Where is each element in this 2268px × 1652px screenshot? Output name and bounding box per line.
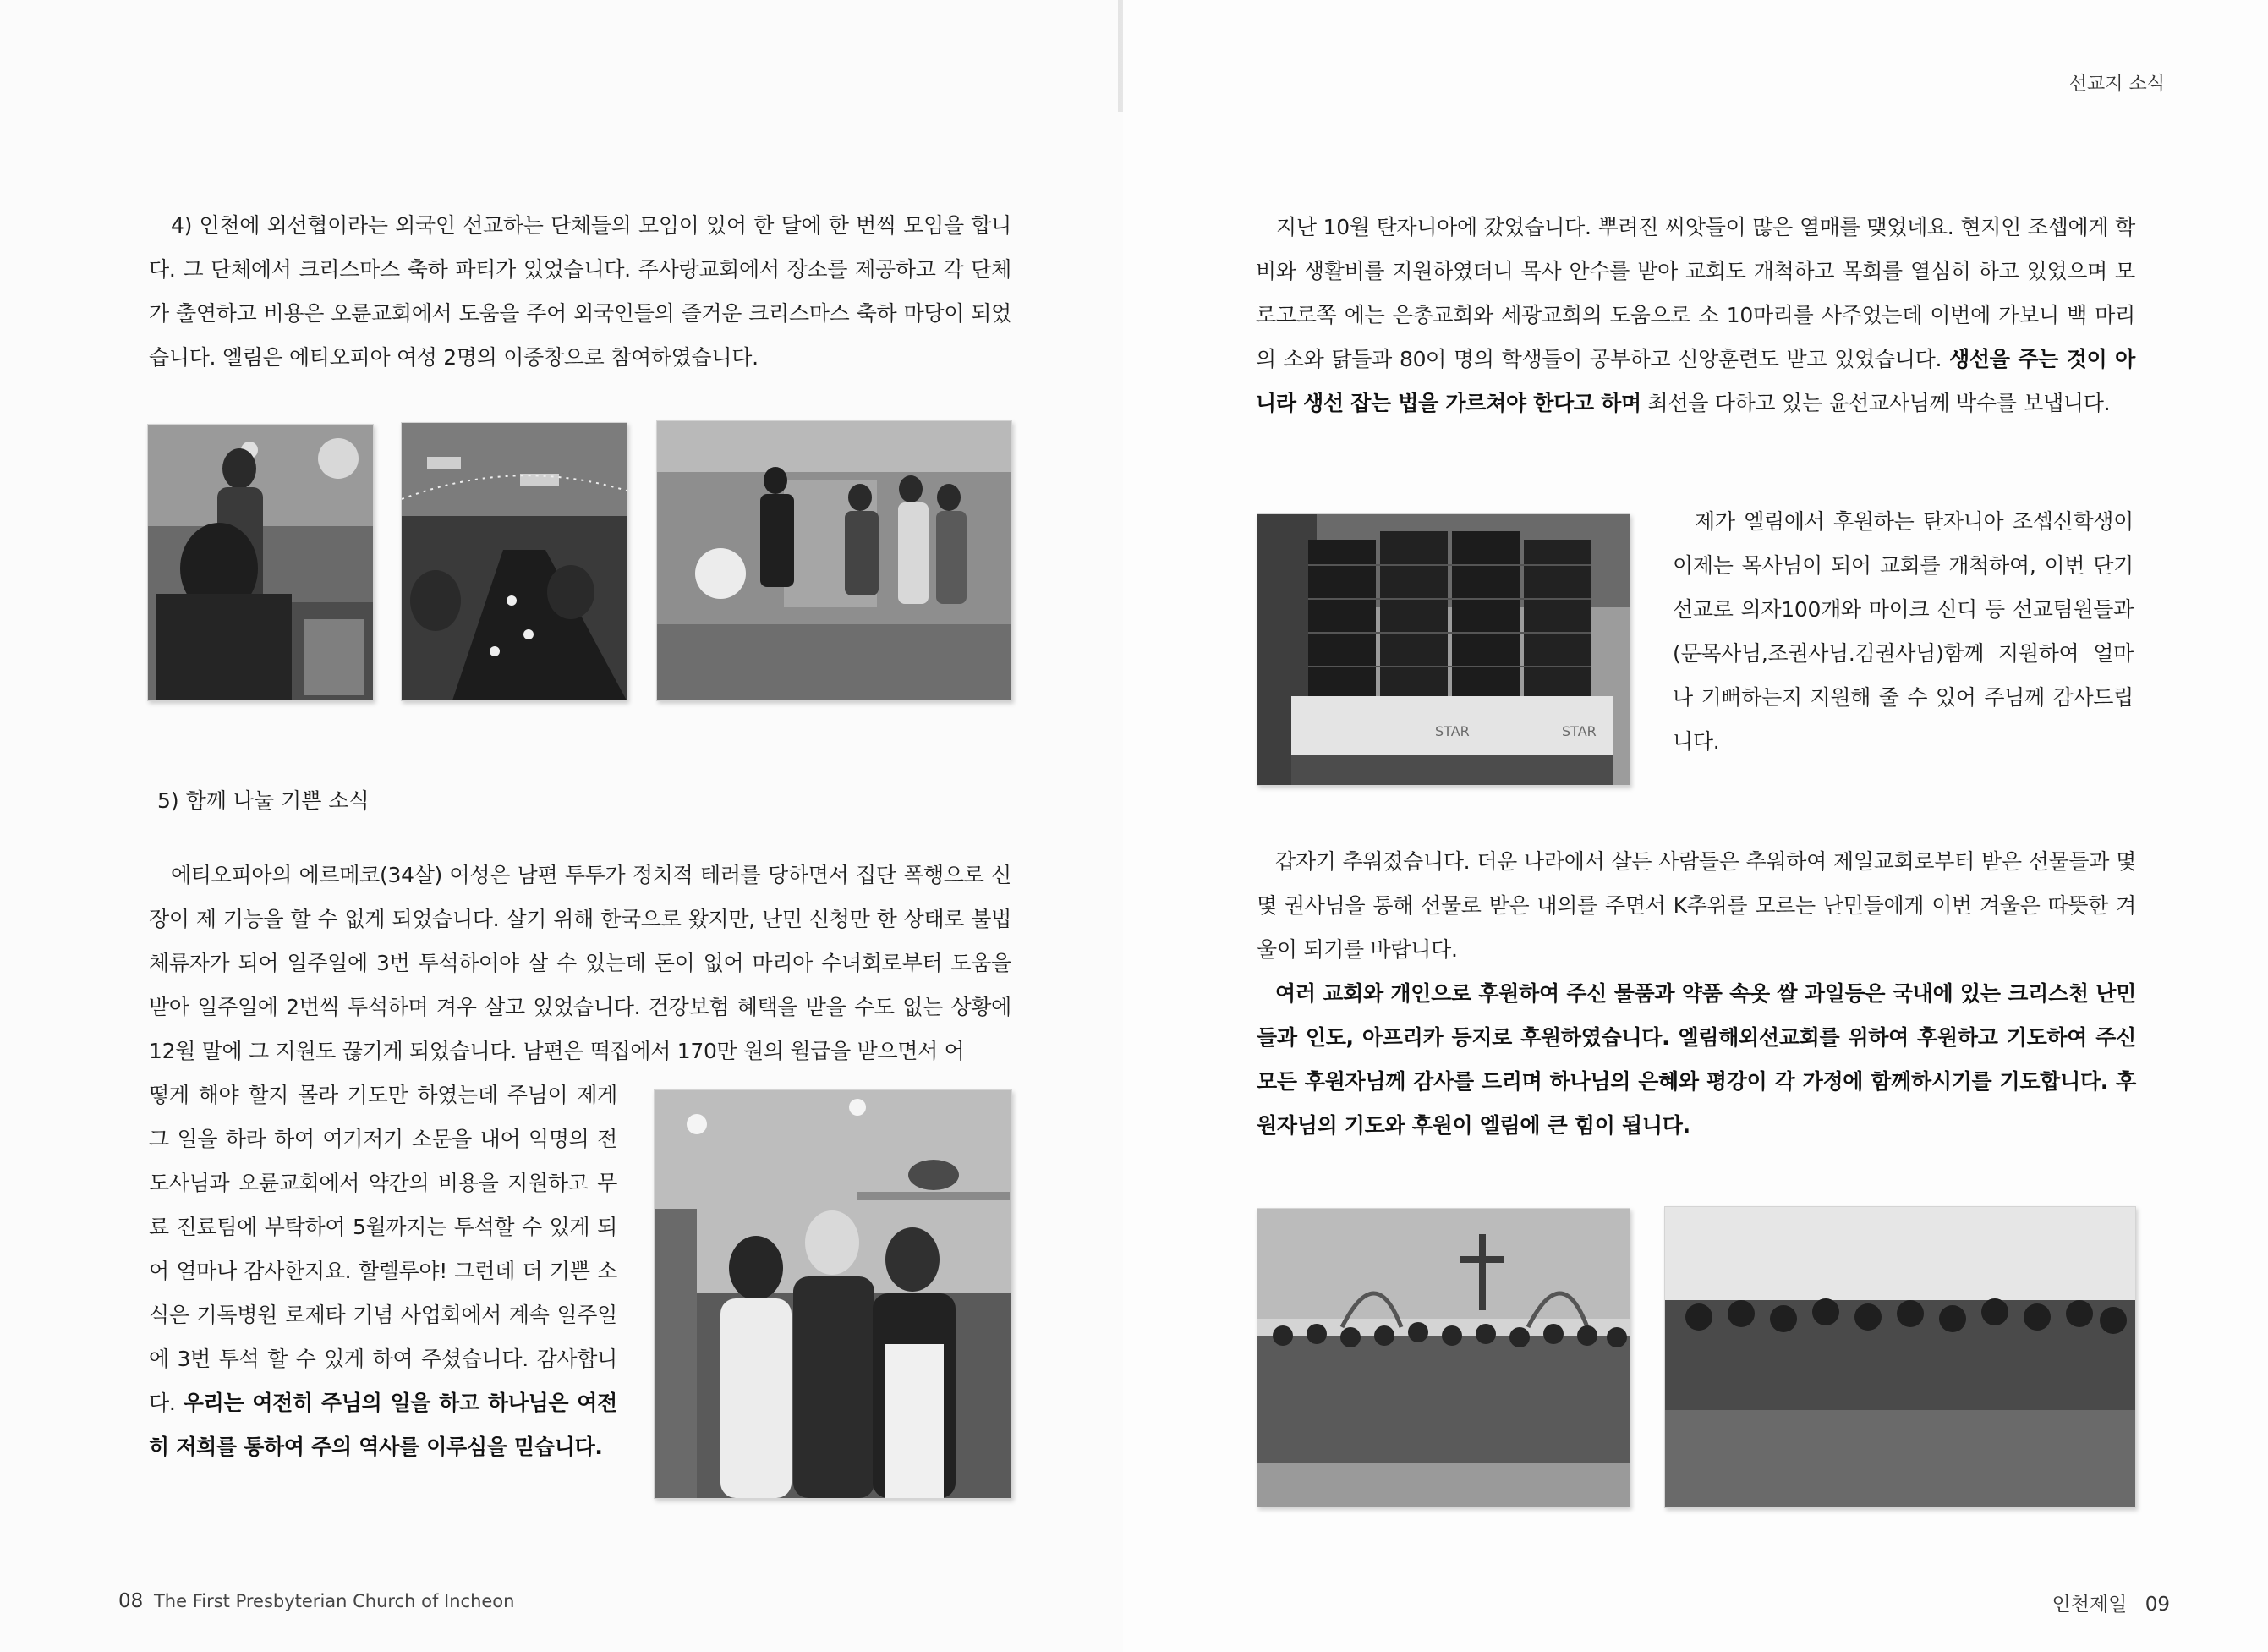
thanks-paragraph	[1257, 972, 2136, 1148]
story-side-bold: 우리는 여전히 주님의 일을 하고 하나님은 여전히 저희를 통하여 주의 역사를 이루심을 믿습니다.	[149, 1391, 617, 1459]
truck-plate: STAR	[1435, 723, 1470, 739]
story-side-text: 떻게 해야 할지 몰라 기도만 하였는데 주님이 제게 그 일을 하라 하여 여기저기 소문을 내어 익명의 전도사님과 오륜교회에서 약간의 비용을 지원하고 무료 진료팀에 부탁하여 5월까지는 투석할 수 있게 되어 얼마나 감사한지요. 할렐루야! 그런데 더 기쁜 소식은 기독병원 로제타 기념 사업회에서 계속 일주일에 3번 투석 할 수 있게 하여 주셨습니다. 감사합니다.	[149, 1083, 617, 1415]
photo-christmas-dance	[656, 420, 1012, 701]
story-paragraph-side	[149, 1073, 617, 1469]
thanks-bold: 여러 교회와 개인으로 후원하여 주신 물품과 약품 속옷 쌀 과일등은 국내에 있는 크리스천 난민들과 인도, 아프리카 등지로 후원하였습니다. 엘림해외선교회를 위하여 후원하고 기도하여 주신 모든 후원자님께 감사를 드리며 하나님의 은혜와 평강이 각 가정에 함께하시기를 기도합니다. 후원자님의 기도와 후원이 엘림에 큰 힘이 됩니다.	[1257, 981, 2136, 1138]
page-footer-right	[2052, 1589, 2170, 1616]
story-paragraph-top: 에티오피아의 에르메코(34살) 여성은 남편 투투가 정치적 테러를 당하면서 집단 폭행으로 신장이 제 기능을 할 수 없게 되었습니다. 살기 위해 한국으로 왔지만, 난민 신청만 한 상태로 불법체류자가 되어 일주일에 3번 투석하여야 살 수 있는데 돈이 없어 마리아 수녀회로부터 도움을 받아 일주일에 2번씩 투석하며 겨우 살고 있었습니다. 건강보험 혜택을 받을 수도 없는 상황에 12월 말에 그 지원도 끊기게 되었습니다. 남편은 떡집에서 170만 원의 월급을 받으면서 어	[149, 863, 1011, 1063]
page-number-left: 08	[118, 1590, 144, 1612]
church-name: The First Presbyterian Church of Incheon	[153, 1591, 515, 1611]
section-heading-5: 5) 함께 나눌 기쁜 소식	[157, 788, 370, 813]
photo-group-gathering	[1664, 1206, 2136, 1508]
page-number-right: 09	[2145, 1594, 2170, 1616]
winter-paragraph: 갑자기 추워졌습니다. 더운 나라에서 살든 사람들은 추워하여 제일교회로부터 받은 선물들과 몇몇 권사님을 통해 선물로 받은 내의를 주면서 K추위를 모르는 난민들에게 이번 겨울은 따뜻한 겨울이 되기를 바랍니다.	[1257, 849, 2136, 962]
tanzania-text: 지난 10월 탄자니아에 갔었습니다. 뿌려진 씨앗들이 많은 열매를 맺었네요. 현지인 조셉에게 학비와 생활비를 지원하였더니 목사 안수를 받아 교회도 개척하고 목회를 열심히 하고 있었으며 모로고로쪽 에는 은총교회와 세광교회의 도움으로 소 10마리를 사주었는데 이번에 가보니 백 마리의 소와 닭들과 80여 명의 학생들이 공부하고 신앙훈련도 받고 있었습니다.	[1256, 215, 2135, 371]
left-page	[0, 0, 1123, 1652]
photo-christmas-singer	[147, 424, 374, 701]
tanzania-bold: 생선을 주는 것이 아니라 생선 잡는 법을 가르쳐야 한다고 하며	[1256, 347, 2135, 415]
photo-christmas-tables	[401, 422, 627, 701]
chairs-paragraph: 제가 엘림에서 후원하는 탄자니아 조셉신학생이 이제는 목사님이 되어 교회를 개척하여, 이번 단기선교로 의자100개와 마이크 신디 등 선교팀원들과(문목사님,조권사님.김권사님)함께 지원하여 얼마나 기뻐하는지 지원해 줄 수 있어 주님께 감사드립니다.	[1673, 509, 2134, 754]
tanzania-paragraph	[1256, 206, 2135, 425]
running-head: 선교지 소식	[2068, 74, 2165, 95]
page-label-right: 인천제일	[2052, 1594, 2128, 1616]
paragraph-4: 4) 인천에 외선협이라는 외국인 선교하는 단체들의 모임이 있어 한 달에 한 번씩 모임을 합니다. 그 단체에서 크리스마스 축하 파티가 있었습니다. 주사랑교회에서 장소를 제공하고 각 단체가 출연하고 비용은 오륜교회에서 도움을 주어 외국인들의 즐거운 크리스마스 축하 마당이 되었습니다. 엘림은 에티오피아 여성 2명의 이중창으로 참여하였습니다.	[149, 213, 1011, 370]
photo-three-women	[654, 1089, 1012, 1499]
right-page	[1123, 0, 2268, 1652]
photo-church-choir	[1257, 1208, 1630, 1507]
truck-plate-2: STAR	[1562, 723, 1597, 739]
tanzania-tail: 최선을 다하고 있는 윤선교사님께 박수를 보냅니다.	[1647, 391, 2111, 415]
photo-truck-chairs	[1257, 513, 1630, 786]
page-footer-left	[118, 1590, 514, 1612]
